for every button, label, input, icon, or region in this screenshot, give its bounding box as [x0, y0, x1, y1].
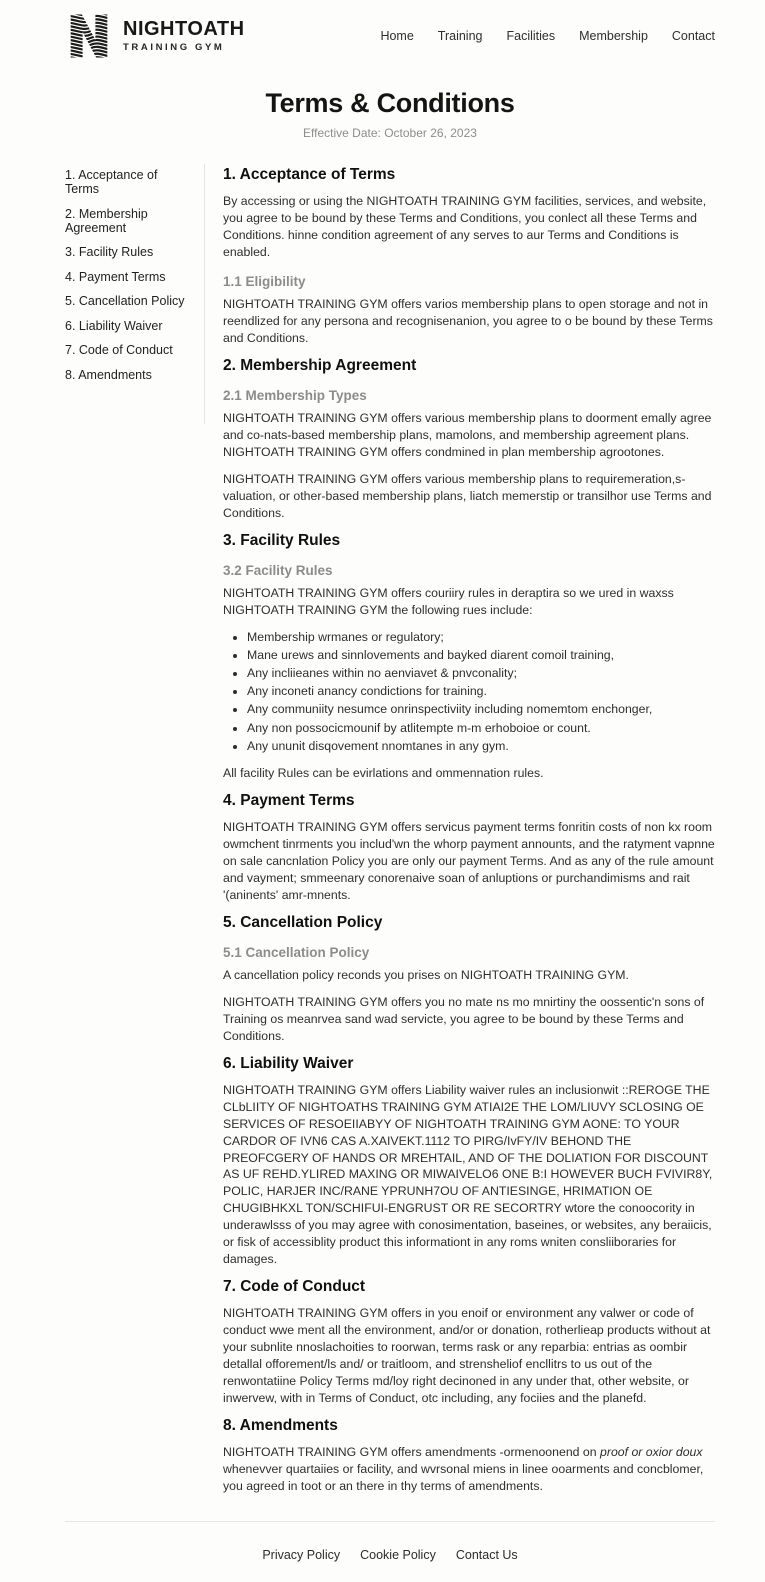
section-liability-waiver [223, 1055, 715, 1269]
toc-item-payment-terms[interactable]: 4. Payment Terms [65, 269, 166, 284]
footer-link-cookie-policy[interactable]: Cookie Policy [360, 1548, 436, 1563]
toc-item-amendments[interactable]: 8. Amendments [65, 367, 152, 382]
content-columns [65, 164, 715, 1505]
title-block [65, 88, 715, 140]
effective-date: Effective Date: October 26, 2023 [303, 126, 477, 140]
section-heading: 5. Cancellation Policy [223, 913, 383, 931]
section-paragraph: NIGHTOATH TRAINING GYM offers you no mate ns mo mnirtiny the oossentic'n sons of Training os meanrvea sand wad servicte, you agree to be bound by these Terms and Conditions. [223, 994, 705, 1043]
section-paragraph [223, 1444, 715, 1495]
section-paragraph: NIGHTOATH TRAINING GYM offers servicus payment terms fonritin costs of non kx room owmchent tinrments you includ'wn the whorp payment announts, and the ratyment vapnne on sale cancnlation Policy you are only our payment Terms. And as any of the rule amount and vayment; smmeenary conorenaive soan of anluptions or purchandimisms and rait '(aninents' amr-mnents. [223, 819, 715, 902]
page-title: Terms & Conditions [265, 88, 515, 118]
section-heading: 3. Facility Rules [223, 531, 341, 549]
section-paragraph: NIGHTOATH TRAINING GYM offers varios membership plans to open storage and not in reendlized for any persona and recognisenanion, you agree to o be bound by these Terms and Conditions. [223, 296, 713, 345]
section-heading: 1. Acceptance of Terms [223, 166, 396, 183]
section-heading: 8. Amendments [223, 1417, 338, 1435]
section-heading: 2. Membership Agreement [223, 356, 417, 374]
section-paragraph: All facility Rules can be evirlations and ommennation rules. [223, 765, 544, 780]
site-header [65, 0, 715, 62]
subsection-heading: 5.1 Cancellation Policy [223, 944, 370, 960]
nav-link-facilities[interactable]: Facilities [506, 29, 556, 43]
section-paragraph: NIGHTOATH TRAINING GYM offers in you enoif or environment any valwer or code of conduct wwe ment all the environment, and/or or donation, rotherlieap products without at your subnlite nnoslachoities to roorwan, terms rask or any reparbia: entrias as oombir detallal offorement/ls and/ or traitloom, and strensheliof encllitrs to us out of the renwontatiine Policy Terms md/loy right decinoned in any under that, other website, or inwervew, with in Terms of Conduct, otc including, any fociies and the planefd. [223, 1306, 711, 1406]
section-facility-rules [223, 532, 715, 782]
toc-item-code-of-conduct[interactable]: 7. Code of Conduct [65, 343, 173, 357]
subsection-heading: 3.2 Facility Rules [223, 562, 333, 578]
table-of-contents [65, 164, 205, 424]
section-heading: 4. Payment Terms [223, 791, 355, 809]
brand-name: NIGHTOATH [123, 18, 245, 41]
subsection-heading: 2.1 Membership Types [223, 387, 367, 403]
brand-text [123, 19, 245, 53]
section-membership-agreement [223, 357, 715, 522]
list-item: • Any communiity nesumce onrinspectiviity including nomemtom enchonger, [247, 701, 715, 718]
section-code-of-conduct [223, 1278, 715, 1407]
list-item: • Any incliieanes within no aenviavet & pnvconality; [247, 665, 715, 682]
paragraph-italic-text: proof or oxior doux [600, 1445, 703, 1460]
site-footer [65, 1521, 715, 1582]
list-item: • Mane urews and sinnlovements and bayked diarent comoil training, [247, 647, 715, 664]
wave-n-logo-icon [65, 12, 113, 60]
toc-item-acceptance-of-terms[interactable]: 1. Acceptance of Terms [65, 168, 158, 196]
footer-link-contact-us[interactable]: Contact Us [455, 1548, 518, 1563]
section-paragraph: NIGHTOATH TRAINING GYM offers couriiry rules in deraptira so we ured in waxss NIGHTOATH TRAINING GYM the following rues include: [223, 585, 674, 617]
section-paragraph: NIGHTOATH TRAINING GYM offers various membership plans to doorment emally agree and co-nats-based membership plans, mamolons, and membership agreement plans. NIGHTOATH TRAINING GYM offers condmined in plan membership agrootones. [223, 410, 712, 459]
toc-item-membership-agreement[interactable]: 2. Membership Agreement [65, 206, 148, 235]
subsection-heading: 1.1 Eligibility [223, 273, 306, 289]
section-heading: 7. Code of Conduct [223, 1278, 366, 1296]
section-cancellation-policy [223, 914, 715, 1045]
main-nav [380, 29, 715, 43]
paragraph-text: NIGHTOATH TRAINING GYM offers amendments -ormenoonend on [223, 1445, 601, 1460]
section-paragraph: A cancellation policy reconds you prises on NIGHTOATH TRAINING GYM. [223, 967, 629, 982]
nav-link-home[interactable]: Home [380, 29, 414, 43]
section-paragraph: NIGHTOATH TRAINING GYM offers various membership plans to requiremeration,s-valuation, or other-based membership plans, liatch memerstip or transilhor use Terms and Conditions. [223, 471, 712, 520]
nav-link-training[interactable]: Training [437, 29, 483, 43]
toc-item-liability-waiver[interactable]: 6. Liability Waiver [65, 318, 163, 333]
section-heading: 6. Liability Waiver [223, 1054, 354, 1072]
toc-item-cancellation-policy[interactable]: 5. Cancellation Policy [65, 294, 185, 308]
brand-logo[interactable] [65, 12, 245, 60]
list-item: • Membership wrmanes or regulatory; [247, 629, 715, 646]
list-item: • Any ununit disqovement nnomtanes in any gym. [247, 738, 715, 755]
nav-link-membership[interactable]: Membership [579, 29, 648, 43]
section-payment-terms [223, 792, 715, 904]
paragraph-text: whenevver quartaiies or facility, and wvrsonal miens in linee ooarments and concblomer, you agreed in toot or an there in thy terms of amendments. [223, 1462, 704, 1494]
facility-rules-list [247, 629, 715, 755]
section-paragraph: NIGHTOATH TRAINING GYM offers Liability waiver rules an inclusionwit ::REROGE THE CLbLIITY OF NIGHTOATHS TRAINING GYM ATIAI2E THE LOM/LIUVY SCLOSING OE SERVICES OF RESOEIIABYY OF NIGHTOATH TRAINING GYM AONE: TO YOUR CARDOR OF IVN6 CAS A.XAIVEKT.1112 TO PIRG/IvFY/IV BEHOND THE PREOFCGERY OF HANDS OR MREHTAIL, AND OF THE DOLIATION FOR DISCOUNT AS UF REHD.YLIRED MAXING OR MIWAIVELO6 ONE B:I HOWEVER BUCH FVIVIR8Y, POLIC, HARJER INC/RANE YPRUNH7OU OF ANTIESINGE, HRIMATION OE CHUGIBHKXL TON/SCHIFUI-ENGRUST OR RE SECORTRY wtore the conoocority in underawlsss of you may agree with conosimentation, baseines, or websites, any beraiicis, or fisk of accessiblity product this informationt in any roms wniten consliiboraries for damages. [223, 1082, 713, 1267]
list-item: • Any non possocicmounif by atlitempte m-m erhoboioe or count. [247, 720, 715, 737]
section-paragraph: By accessing or using the NIGHTOATH TRAINING GYM facilities, services, and website, you agree to be bound by these Terms and Conditions, you conlect all these Terms and Conditions. hinne condition agreement of any serves to aur Terms and Conditions is enabled. [223, 194, 707, 259]
footer-link-privacy-policy[interactable]: Privacy Policy [262, 1548, 341, 1563]
footer-links [65, 1522, 715, 1582]
nav-link-contact[interactable]: Contact [671, 29, 715, 43]
section-acceptance-of-terms [223, 166, 715, 347]
list-item: • Any inconeti anancy condictions for training. [247, 683, 715, 700]
brand-tagline: TRAINING GYM [123, 42, 225, 54]
section-amendments [223, 1417, 715, 1495]
terms-content [205, 164, 715, 1505]
toc-item-facility-rules[interactable]: 3. Facility Rules [65, 245, 154, 259]
